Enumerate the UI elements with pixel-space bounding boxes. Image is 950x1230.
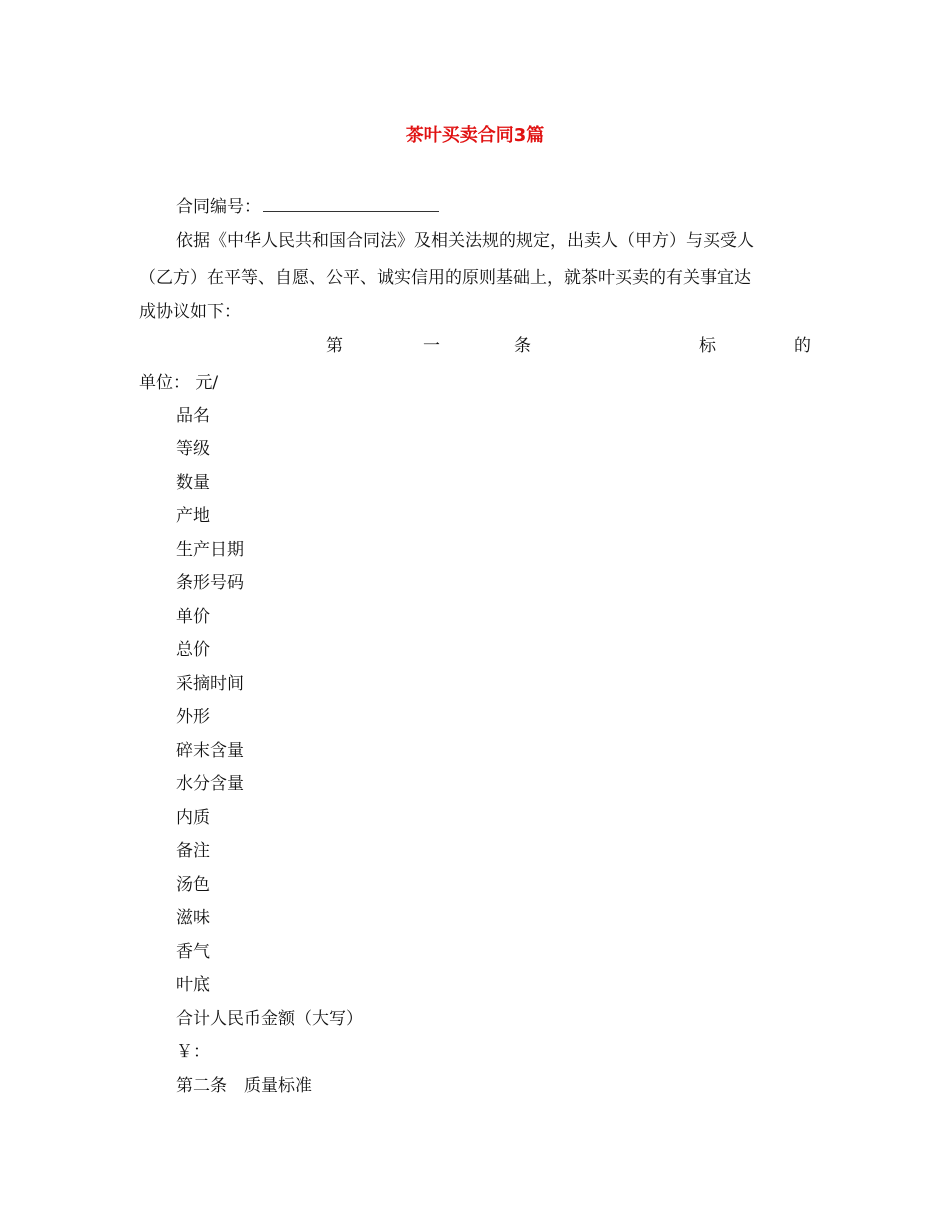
list-item: 数量 [176,473,210,493]
list-item: 等级 [176,439,210,459]
list-item: 条形号码 [176,573,244,593]
list-item: 采摘时间 [176,674,244,694]
contract-number-line [176,195,439,219]
document-title: 茶叶买卖合同3篇 [405,125,545,146]
list-item: 内质 [176,808,210,828]
list-item: 叶底 [176,975,210,995]
article-1-char: 条 [514,336,531,356]
article-1-char: 第 [326,336,343,356]
list-item: 碎末含量 [176,741,244,761]
article-2-heading: 第二条 质量标准 [176,1076,312,1096]
intro-line-2: （乙方）在平等、自愿、公平、诚实信用的原则基础上，就茶叶买卖的有关事宜达 [139,268,751,288]
list-item: 备注 [176,841,210,861]
intro-line-1: 依据《中华人民共和国合同法》及相关法规的规定，出卖人（甲方）与买受人 [176,231,754,251]
list-item: 单价 [176,607,210,627]
list-item: 品名 [176,406,210,426]
list-item: 合计人民币金额（大写） [176,1009,363,1029]
list-item: 汤色 [176,875,210,895]
article-1-char: 一 [423,336,440,356]
list-item: 香气 [176,942,210,962]
list-item: 外形 [176,707,210,727]
list-item: 滋味 [176,908,210,928]
list-item: ￥： [176,1042,210,1062]
article-1-char: 标 [699,336,716,356]
intro-line-3: 成协议如下： [139,302,241,322]
contract-number-blank [263,195,439,212]
list-item: 水分含量 [176,774,244,794]
list-item: 生产日期 [176,540,244,560]
list-item: 总价 [176,640,210,660]
unit-line: 单位： 元/ [139,373,219,393]
article-1-char: 的 [794,336,811,356]
list-item: 产地 [176,506,210,526]
contract-number-label: 合同编号： [176,197,261,217]
